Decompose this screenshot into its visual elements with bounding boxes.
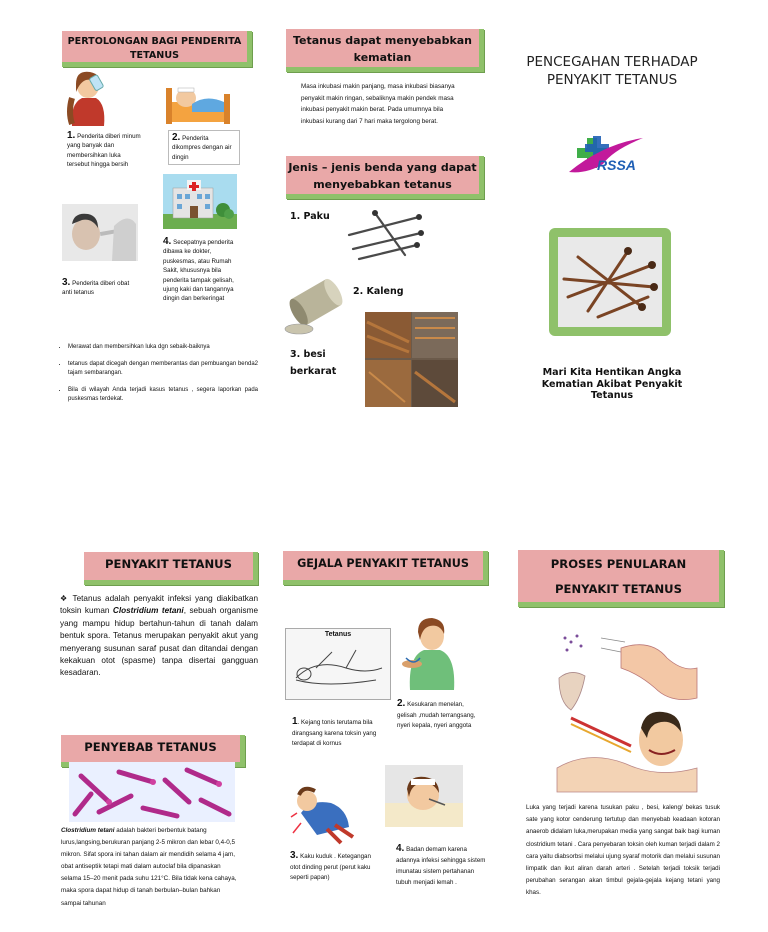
- can-image: [283, 271, 351, 337]
- fever-image: [385, 765, 463, 827]
- tetanus-figure-image: [285, 628, 391, 700]
- symptoms-title: GEJALA PENYAKIT TETANUS: [297, 557, 469, 570]
- first-aid-step-2: 2. Penderita dikompres dengan air dingin: [168, 130, 240, 165]
- rusty-iron-image: [365, 312, 458, 407]
- first-aid-step-4: 4. Secepatnya penderita dibawa ke dokter, puskesmas, atau Rumah Sakit, khususnya bila penderita tampak gelisah, ujung kaki dan tangannya dingin dan berkeringat: [163, 236, 234, 303]
- symptom-item-2: 2. Kesukaran menelan, gelisah ,mudah terrangsang, nyeri kepala, nyeri anggota: [397, 698, 476, 729]
- disease-title: PENYAKIT TETANUS: [105, 557, 232, 571]
- disease-text: ❖ Tetanus adalah penyakit infeksi yang diakibatkan toksin kuman Clostridium tetani, sebuah organisme yang mampu hidup bertahun-tahun di tanah dalam bentuk spora. Tetanus merupakan penyakit akut yang menyerang susunan saraf pusat dan ditandai dengan kekakuan otot (spasme) tanpa disertai gangguan kesadaran.: [60, 594, 259, 678]
- difficulty-swallowing-image: [400, 606, 464, 692]
- stiff-neck-image: [287, 773, 363, 847]
- symptom-item-3: 3. Kaku kuduk . Ketegangan otot dinding perut (perut kaku seperti papan): [290, 850, 371, 881]
- logo-text: RSSA: [597, 157, 636, 173]
- object-label-can: 2. Kaleng: [353, 286, 404, 297]
- rssa-logo: [563, 114, 649, 190]
- first-aid-step-1: 1. Penderita diberi minum yang banyak dan membersihkan luka tersebut hingga bersih: [67, 130, 141, 169]
- cover-title: PENCEGAHAN TERHADAP PENYAKIT TETANUS: [526, 54, 698, 88]
- transmission-banner: [518, 550, 724, 607]
- symptoms-banner: [283, 551, 488, 585]
- causes-death-text: Masa inkubasi makin panjang, masa inkubasi biasanya penyakit makin ringan, sebaliknya makin pendek masa inkubasi penyakit makin berat. Pada umumnya bila inkubasi kurang dari 7 hari maka tergolong berat.: [301, 83, 455, 125]
- boy-in-bed-image: [162, 68, 234, 128]
- first-aid-bullets: [54, 343, 258, 412]
- symptom-item-1: 1. Kejang tonis terutama bila dirangsang karena toksin yang terdapat di kornus: [292, 716, 377, 747]
- bullet-arrow-icon: ❖: [60, 594, 69, 603]
- bullet-item: • Bila di wilayah Anda terjadi kasus tetanus , segera laporkan pada puskesmas terdekat.: [68, 386, 258, 405]
- girl-drinking-image: [62, 68, 114, 128]
- nails-image: [345, 205, 425, 263]
- child-medicine-image: [62, 204, 138, 261]
- bullet-item: • Merawat dan membersihkan luka dgn sebaik-baiknya: [68, 343, 258, 353]
- causes-death-title: Tetanus dapat menyebabkan kematian: [292, 34, 473, 64]
- objects-banner: [286, 156, 484, 199]
- cause-text: Clostridium tetani adalah bakteri berbentuk batang lurus,langsing,berukuran panjang 2-5 mikron dan lebar 0,4-0,5 mikron. Sifat spora ini tahan dalam air mendidih selama 4 jam, obat antiseptik tetapi mati dalam autoclaf bila dipanaskan selama 15–20 menit pada suhu 121°C. Bila tidak kena cahaya, maka spora dapat hidup di tanah berbulan–bulan bahkan sampai tahunan: [61, 827, 237, 907]
- causes-death-banner: [286, 29, 484, 72]
- disease-banner: [84, 552, 258, 585]
- transmission-title: PROSES PENULARAN PENYAKIT TETANUS: [550, 557, 687, 596]
- cover-tagline: Mari Kita Hentikan Angka Kematian Akibat Penyakit Tetanus: [541, 367, 683, 401]
- symptom-item-4: 4. Badan demam karena adannya infeksi sehingga sistem imunatau sistem pertahanan tubuh menjadi lemah .: [396, 843, 486, 886]
- first-aid-title: PERTOLONGAN BAGI PENDERITA TETANUS: [67, 36, 242, 61]
- object-label-rusty-iron: 3. besi berkarat: [290, 349, 337, 377]
- objects-title: Jenis – jenis benda yang dapat menyebabkan tetanus: [288, 161, 477, 191]
- cover-nails-image: [549, 228, 671, 336]
- bacteria-image: [69, 762, 235, 822]
- first-aid-banner: [62, 31, 252, 67]
- hospital-image: [163, 174, 237, 229]
- cause-title: PENYEBAB TETANUS: [84, 740, 217, 754]
- bullet-item: • tetanus dapat dicegah dengan memberantas dan pembuangan benda2 tajam sembarangan.: [68, 360, 258, 379]
- object-label-nail: 1. Paku: [290, 211, 330, 222]
- first-aid-step-3: 3. Penderita diberi obat anti tetanus: [62, 277, 130, 297]
- transmission-text: Luka yang terjadi karena tusukan paku , besi, kaleng/ bekas tusuk sate yang kotor cenderung tertutup dan menyebab keadaan kotoran anaerob didalam luka,merupakan media yang sangat baik bagi kuman clostridium tetani . Cara penyebaran toksin oleh kuman terjadi dalam 2 cara yaitu diabsorbsi melalui ujung syaraf motorik dan melalui susunan limpatik dan ikut aliran darah arteri . Setelah terjadi toksik terjadi perubahan serangan akan timbul gejala-gejala kejang tetani yang khas.: [526, 804, 720, 897]
- tetanus-figure-label: Tetanus: [324, 631, 352, 638]
- transmission-diagram-image: [551, 628, 701, 794]
